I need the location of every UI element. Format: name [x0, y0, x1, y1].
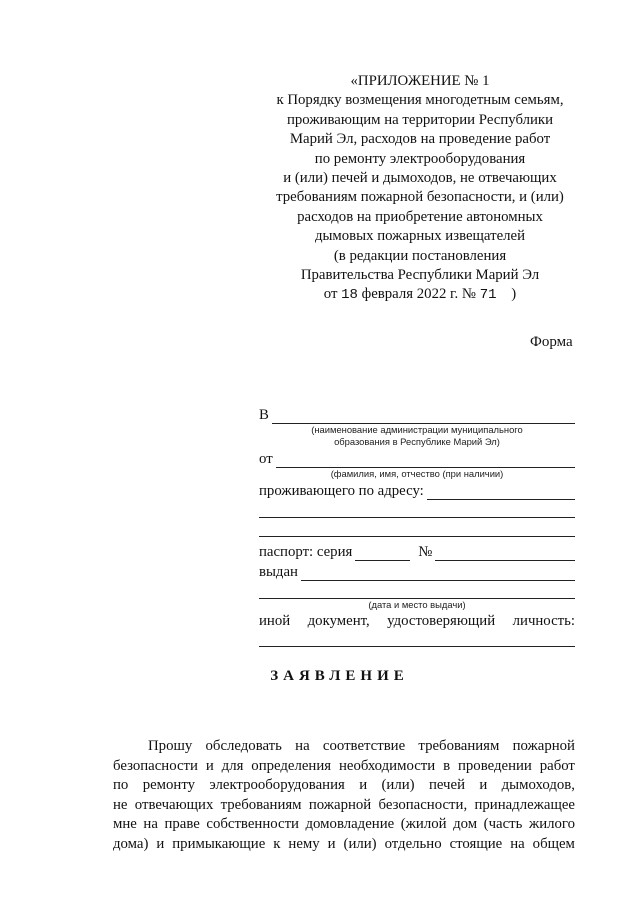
body-word: примыкающие: [172, 835, 266, 852]
body-word: определения: [251, 757, 332, 774]
body-word: собственности: [206, 816, 299, 833]
body-word: дом: [453, 816, 478, 833]
body-word: (жилой: [400, 816, 447, 833]
body-word: (или): [343, 835, 377, 852]
appendix-title: «ПРИЛОЖЕНИЕ № 1: [350, 73, 490, 89]
passport-series-label: паспорт: серия: [259, 544, 353, 560]
to-hint: образования в Республике Марий Эл): [334, 436, 500, 447]
application-form: [259, 404, 575, 647]
body-word: дымоходов,: [501, 777, 575, 794]
body-word: (часть: [483, 816, 523, 833]
issued-label: выдан: [259, 564, 298, 580]
address-field-line-3[interactable]: [259, 522, 575, 537]
appendix-line: и (или) печей и дымоходов, не отвечающих: [283, 170, 557, 187]
address-row: [259, 480, 575, 500]
body-word: к: [273, 835, 281, 852]
body-word: стоящие: [449, 835, 503, 852]
body-word: и: [359, 777, 368, 794]
appendix-line: дымовых пожарных извещателей: [314, 228, 526, 245]
date-suffix: ): [511, 286, 517, 303]
date-number: 71: [479, 287, 497, 304]
body-word: пожарной: [308, 796, 372, 813]
appendix-line: проживающим на территории Республики: [286, 111, 554, 128]
other-doc-word: иной: [259, 613, 291, 629]
statement-body: [113, 737, 575, 855]
from-prefix: от: [259, 451, 273, 467]
body-word: необходимости: [338, 757, 436, 774]
appendix-line: по ремонту электрооборудования: [314, 150, 526, 167]
body-word: отвечающих: [134, 796, 214, 813]
to-row: [259, 404, 575, 424]
body-word: пожарной: [512, 738, 575, 754]
form-label: Форма: [530, 334, 573, 350]
body-word: на: [143, 816, 158, 833]
body-word: домовладение: [305, 816, 395, 833]
appendix-line: Правительства Республики Марий Эл: [300, 267, 540, 284]
body-word: на: [295, 738, 310, 754]
date-month-year: февраля 2022 г. №: [361, 286, 476, 303]
address-field[interactable]: [427, 485, 575, 500]
to-field[interactable]: [272, 409, 575, 424]
address-field-line-2[interactable]: [259, 503, 575, 518]
body-word: принадлежащее: [474, 796, 575, 813]
body-line: [113, 796, 575, 816]
body-word: безопасности,: [378, 796, 468, 813]
appendix-line: Марий Эл, расходов на проведение работ: [289, 131, 551, 148]
appendix-date-line: [250, 285, 590, 305]
appendix-line: к Порядку возмещения многодетным семьям,: [276, 92, 564, 109]
from-row: [259, 448, 575, 468]
body-word: электрооборудования: [209, 777, 345, 794]
body-word: на: [510, 835, 525, 852]
body-word: ремонту: [142, 777, 196, 794]
body-word: и: [156, 835, 165, 852]
body-line: [113, 737, 575, 757]
appendix-header: [250, 72, 590, 306]
body-line: [113, 776, 575, 796]
appendix-line: требованиям пожарной безопасности, и (или): [276, 189, 564, 206]
body-line: [113, 815, 575, 835]
date-prefix: от: [323, 286, 338, 303]
issued-field[interactable]: [301, 566, 575, 581]
to-prefix: В: [259, 407, 269, 423]
body-word: и: [327, 835, 336, 852]
body-word: дома): [113, 835, 149, 852]
body-word: нему: [288, 835, 320, 852]
passport-row: [259, 541, 575, 561]
body-word: соответствие: [322, 738, 406, 754]
body-word: обследовать: [205, 738, 282, 754]
body-word: мне: [113, 816, 137, 833]
body-word: требованиям: [418, 738, 500, 754]
other-doc-word: документ,: [307, 613, 370, 629]
body-word: по: [113, 777, 129, 794]
appendix-line: расходов на приобретение автономных: [297, 208, 543, 225]
body-word: и: [479, 777, 488, 794]
body-word: общем: [532, 835, 575, 852]
body-word: праве: [164, 816, 200, 833]
body-word: не: [113, 796, 128, 813]
body-word: отдельно: [384, 835, 442, 852]
to-hint: (наименование администрации муниципального: [311, 424, 523, 435]
issued-field-line-2[interactable]: [259, 584, 575, 599]
appendix-line: (в редакции постановления: [333, 247, 507, 264]
from-hint: (фамилия, имя, отчество (при наличии): [330, 468, 504, 479]
date-day: 18: [341, 287, 358, 304]
other-doc-row: [259, 613, 575, 630]
body-word: Прошу: [148, 738, 193, 754]
passport-number-label: №: [418, 544, 433, 560]
body-word: безопасности: [113, 757, 198, 774]
body-word: печей: [428, 777, 465, 794]
passport-number-field[interactable]: [435, 546, 575, 561]
body-word: и: [205, 757, 214, 774]
address-label: проживающего по адресу:: [259, 483, 424, 499]
from-field[interactable]: [276, 453, 575, 468]
body-word: для: [221, 757, 244, 774]
body-word: проведении: [457, 757, 532, 774]
issued-hint: (дата и место выдачи): [368, 599, 466, 610]
body-word: работ: [539, 757, 575, 774]
body-word: требованиям: [220, 796, 302, 813]
other-doc-word: личность:: [512, 613, 575, 629]
body-word: в: [443, 757, 451, 774]
statement-title: ЗАЯВЛЕНИЕ: [270, 668, 409, 684]
other-doc-word: удостоверяющий: [387, 613, 496, 629]
body-line: [113, 757, 575, 777]
body-line: [113, 835, 575, 855]
passport-series-field[interactable]: [355, 546, 410, 561]
issued-row: [259, 561, 575, 581]
other-doc-field[interactable]: [259, 632, 575, 647]
body-word: жилого: [528, 816, 575, 833]
body-word: (или): [381, 777, 415, 794]
